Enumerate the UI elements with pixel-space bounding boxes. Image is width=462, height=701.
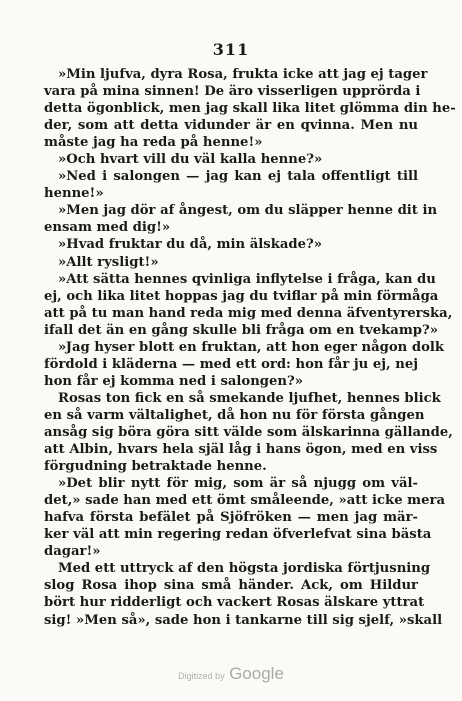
- text-line: der, som att detta vidunder är en qvinna. Men nu: [44, 118, 418, 134]
- text-line: att Albin, hvars hela själ låg i hans ögon, med en viss: [44, 442, 438, 458]
- digitized-watermark: [0, 664, 462, 684]
- text-line: »Det blir nytt för mig, som är så njugg om väl-: [58, 476, 418, 492]
- text-line: sig! »Men så», sade hon i tankarne till sig sjelf, »skall: [44, 612, 443, 628]
- text-line: måste jag ha reda på henne!»: [44, 135, 263, 151]
- text-line: ensam med dig!»: [44, 220, 171, 236]
- watermark-brand: Google: [229, 664, 284, 683]
- text-line: det,» sade han med ett ömt småleende, »att icke mera: [44, 493, 446, 509]
- text-line: vara på mina sinnen! De äro visserligen upprörda i: [44, 84, 421, 100]
- text-line: ansåg sig böra göra sitt välde som älskarinna gällande,: [44, 424, 453, 440]
- text-line: hafva första befälet på Sjöfröken — men jag mär-: [44, 510, 418, 526]
- text-line: fördold i kläderna — med ett ord: hon får ju ej, nej: [44, 356, 418, 372]
- page-body-text: [44, 66, 456, 629]
- watermark-prefix: Digitized by: [178, 671, 225, 681]
- text-line: ker väl att min regering redan öfverlefvat sina bästa: [44, 527, 432, 543]
- text-line: henne!»: [44, 186, 104, 202]
- text-line: »Och hvart vill du väl kalla henne?»: [58, 152, 323, 168]
- text-line: »Hvad fruktar du då, min älskade?»: [58, 237, 322, 253]
- text-line: detta ögonblick, men jag skall lika litet glömma din he-: [44, 101, 456, 117]
- text-line: att på tu man hand reda mig med denna äfventyrerska,: [44, 305, 453, 321]
- text-line: »Allt rysligt!»: [58, 254, 159, 270]
- text-line: hon får ej komma ned i salongen?»: [44, 373, 303, 389]
- page-number: 311: [212, 40, 250, 59]
- text-line: »Jag hyser blott en fruktan, att hon eger någon dolk: [58, 339, 445, 355]
- text-line: ifall det än en gång skulle bli fråga om en tvekamp?»: [44, 322, 438, 338]
- text-line: »Men jag dör af ångest, om du släpper henne dit in: [58, 203, 438, 219]
- text-line: ej, och lika litet hoppas jag du tviflar på min förmåga: [44, 288, 439, 304]
- text-line: en så varm vältalighet, då hon nu för första gången: [44, 407, 425, 423]
- text-line: slog Rosa ihop sina små händer. Ack, om Hildur: [44, 578, 418, 594]
- text-line: dagar!»: [44, 544, 101, 560]
- text-line: förgudning betraktade henne.: [44, 459, 267, 475]
- text-line: »Ned i salongen — jag kan ej tala offentligt till: [58, 169, 418, 185]
- text-line: Rosas ton fick en så smekande ljufhet, hennes blick: [58, 390, 441, 406]
- text-line: Med ett uttryck af den högsta jordiska förtjusning: [58, 561, 431, 577]
- text-line: bört hur ridderligt och vackert Rosas älskare yttrat: [44, 595, 425, 611]
- text-line: »Att sätta hennes qvinliga inflytelse i fråga, kan du: [58, 271, 436, 287]
- text-line: »Min ljufva, dyra Rosa, frukta icke att jag ej tager: [58, 67, 428, 82]
